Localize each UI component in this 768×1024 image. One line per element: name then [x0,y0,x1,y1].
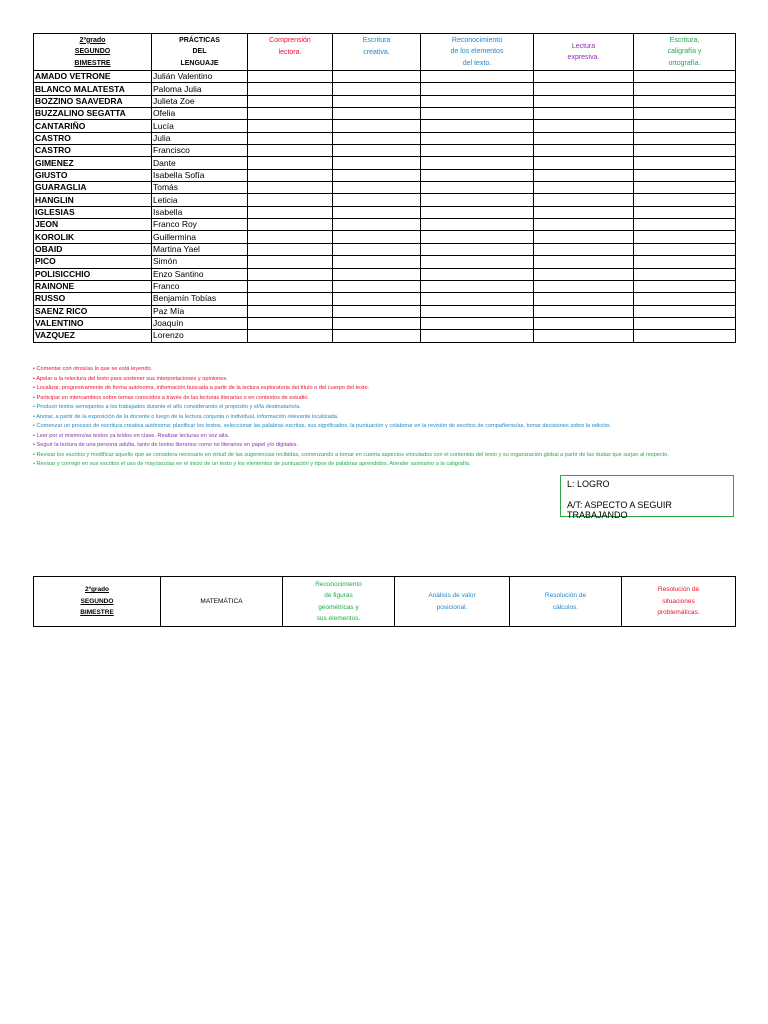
math-criterion-calculos [510,577,622,627]
criterion-line: geométricas y [318,603,359,611]
objective-item: • Producir textos semejantes a los trabajados durante el año considerando el propósito y el/la destinatario/a. [33,404,301,410]
grade-entry-cell[interactable] [248,194,333,206]
criterion-line: problemáticas. [657,609,700,617]
student-row [34,231,736,243]
student-row [34,83,736,95]
grade-entry-cell[interactable] [534,120,634,132]
grade-entry-cell[interactable] [634,120,736,132]
grade-entry-cell[interactable] [534,317,634,329]
grade-entry-cell[interactable] [333,83,421,95]
grade-entry-cell[interactable] [333,305,421,317]
grade-entry-cell[interactable] [248,95,333,107]
grade-entry-cell[interactable] [421,145,534,157]
student-row [34,206,736,218]
student-row [34,108,736,120]
grade-entry-cell[interactable] [248,256,333,268]
student-name: Francisco [152,145,248,157]
grade-entry-cell[interactable] [421,317,534,329]
grade-entry-cell[interactable] [634,169,736,181]
grade-entry-cell[interactable] [534,256,634,268]
lengua-evaluation-table [33,33,736,343]
grade-entry-cell[interactable] [634,268,736,280]
grade-entry-cell[interactable] [333,293,421,305]
student-surname: CASTRO [34,132,152,144]
grade-entry-cell[interactable] [534,206,634,218]
grade-entry-cell[interactable] [634,83,736,95]
grade-entry-cell[interactable] [634,317,736,329]
student-name: Guillermina [152,231,248,243]
grade-line: SEGUNDO [74,48,111,56]
student-surname: BLANCO MALATESTA [34,83,152,95]
matematica-evaluation-table [33,576,736,627]
grade-entry-cell[interactable] [248,317,333,329]
grade-entry-cell[interactable] [634,108,736,120]
criterion-line: Escritura [362,37,391,44]
student-name: Isabella [152,206,248,218]
objective-item: • Localizar, progresivamente de forma autónoma, información buscada a partir de la lectura exploratoria del título o del cuerpo del texto. [33,385,370,391]
math-criterion-problemas [622,577,736,627]
grade-entry-cell[interactable] [333,120,421,132]
grade-entry-cell[interactable] [333,317,421,329]
grade-entry-cell[interactable] [333,108,421,120]
student-row [34,132,736,144]
student-name: Lorenzo [152,330,248,342]
grade-entry-cell[interactable] [421,108,534,120]
grade-entry-cell[interactable] [333,145,421,157]
grade-entry-cell[interactable] [333,71,421,83]
grade-entry-cell[interactable] [534,157,634,169]
grade-entry-cell[interactable] [634,157,736,169]
student-surname: BOZZINO SAAVEDRA [34,95,152,107]
grade-entry-cell[interactable] [534,305,634,317]
student-row [34,157,736,169]
criterion-line: caligrafía y [667,48,702,56]
grade-entry-cell[interactable] [421,95,534,107]
subject-line: DEL [192,48,207,56]
math-criterion-valor-posicional [395,577,510,627]
grade-entry-cell[interactable] [634,219,736,231]
objectives-list [33,365,758,470]
grade-entry-cell[interactable] [634,305,736,317]
grade-entry-cell[interactable] [248,305,333,317]
criterion-line: lectora. [278,48,302,56]
grade-entry-cell[interactable] [534,145,634,157]
grade-entry-cell[interactable] [421,206,534,218]
grade-entry-cell[interactable] [248,145,333,157]
criterion-header-comprension [248,34,333,71]
grade-entry-cell[interactable] [634,206,736,218]
student-surname: SAENZ RICO [34,305,152,317]
objective-item: • Anotar, a partir de la exposición de la docente o luego de la lectura conjunta o individual, información relevante localizada. [33,413,339,420]
student-row [34,145,736,157]
legend-logro: L: LOGRO [567,479,610,489]
grade-entry-cell[interactable] [634,330,736,342]
grade-entry-cell[interactable] [634,182,736,194]
grade-entry-cell[interactable] [634,243,736,255]
grade-entry-cell[interactable] [421,256,534,268]
grade-line: BIMESTRE [80,609,114,617]
grade-entry-cell[interactable] [421,268,534,280]
student-name: Enzo Santino [152,268,248,280]
grade-entry-cell[interactable] [534,268,634,280]
student-name: Julieta Zoe [152,95,248,107]
matematica-header-row [34,577,736,627]
student-surname: JEON [34,219,152,231]
student-name: Martina Yael [152,243,248,255]
grade-entry-cell[interactable] [421,83,534,95]
grade-entry-cell[interactable] [421,231,534,243]
grade-entry-cell[interactable] [534,293,634,305]
grade-entry-cell[interactable] [421,293,534,305]
grade-entry-cell[interactable] [248,280,333,292]
grade-entry-cell[interactable] [333,182,421,194]
grade-entry-cell[interactable] [534,71,634,83]
student-name: Benjamín Tobías [152,293,248,305]
objective-item: • Comenzar un proceso de escritura creativa autónoma: planificar los textos, seleccionar las palabras escritas, sus significados, la puntuación y colaborar en la revisión de escritos de compañeros/as, tomar decisiones sobre la edición. [33,423,612,429]
grade-entry-cell[interactable] [421,182,534,194]
grade-entry-cell[interactable] [421,330,534,342]
grade-entry-cell[interactable] [421,71,534,83]
grade-entry-cell[interactable] [634,71,736,83]
criterion-line: ortografía. [668,59,701,67]
criterion-header-lectura-expresiva [534,34,634,71]
grade-line: 2ºgrado [79,36,106,44]
grade-entry-cell[interactable] [333,157,421,169]
student-name: Lucía [152,120,248,132]
grade-header-cell [34,34,152,71]
student-surname: OBAID [34,243,152,255]
objective-item: • Revisar y corregir en sus escritos el uso de mayúsculas en el inicio de un texto y los elementos de puntuación y tipos de palabras aprendidos. Atender asimismo a la caligrafía. [33,461,471,467]
student-row [34,243,736,255]
subject-line: LENGUAJE [180,59,219,67]
student-surname: BUZZALINO SEGATTA [34,108,152,120]
student-name: Julián Valentino [152,71,248,83]
criterion-line: posicional. [436,603,468,611]
criterion-line: expresiva. [567,54,600,61]
objective-item: • Leer por sí mismos/as textos ya leídos en clase. Realizar lecturas en voz alta. [33,432,230,439]
grade-entry-cell[interactable] [248,157,333,169]
criterion-header-reconocimiento [421,34,534,71]
grade-entry-cell[interactable] [534,132,634,144]
student-surname: IGLESIAS [34,206,152,218]
student-name: Paloma Julia [152,83,248,95]
student-row [34,280,736,292]
criterion-header-escritura-creativa [333,34,421,71]
grade-entry-cell[interactable] [534,108,634,120]
student-row [34,268,736,280]
criterion-line: Análisis de valor [428,592,476,599]
student-name: Julia [152,132,248,144]
grade-entry-cell[interactable] [333,194,421,206]
grade-entry-cell[interactable] [534,243,634,255]
grade-entry-cell[interactable] [534,231,634,243]
grade-entry-cell[interactable] [421,305,534,317]
grade-entry-cell[interactable] [634,194,736,206]
student-row [34,219,736,231]
grade-entry-cell[interactable] [333,243,421,255]
grade-entry-cell[interactable] [634,231,736,243]
student-row [34,169,736,181]
grade-entry-cell[interactable] [248,330,333,342]
objective-item: • Revisar los escritos y modificar aquello que se considera necesario en virtud de las sugerencias recibidas, comenzando a tomar en cuenta aspectos vinculados con el contenido del texto y su organización global a partir de las dudas que surjan al respecto. [33,451,669,458]
grade-entry-cell[interactable] [421,132,534,144]
student-surname: KOROLIK [34,231,152,243]
student-surname: CASTRO [34,145,152,157]
criterion-line: Comprensión [269,37,311,44]
grade-line: BIMESTRE [74,59,111,67]
legend-box [560,475,734,520]
student-row [34,182,736,194]
grade-entry-cell[interactable] [534,95,634,107]
grade-entry-cell[interactable] [534,219,634,231]
math-subject-cell: MATEMÁTICA [161,577,283,627]
grade-entry-cell[interactable] [333,219,421,231]
student-row [34,95,736,107]
criterion-line: sus elementos. [316,615,361,622]
grade-entry-cell[interactable] [248,120,333,132]
grade-entry-cell[interactable] [421,243,534,255]
student-name: Dante [152,157,248,169]
student-surname: GIMENEZ [34,157,152,169]
student-surname: CANTARIÑO [34,120,152,132]
grade-entry-cell[interactable] [248,182,333,194]
student-row [34,71,736,83]
grade-entry-cell[interactable] [333,330,421,342]
criterion-line: Lectura [571,42,596,50]
grade-entry-cell[interactable] [534,194,634,206]
grade-entry-cell[interactable] [248,243,333,255]
grade-entry-cell[interactable] [421,169,534,181]
grade-entry-cell[interactable] [333,169,421,181]
grade-entry-cell[interactable] [634,256,736,268]
criterion-line: de los elementos [450,48,504,56]
grade-entry-cell[interactable] [333,95,421,107]
grade-entry-cell[interactable] [421,194,534,206]
grade-entry-cell[interactable] [333,132,421,144]
criterion-line: situaciones [662,597,695,605]
grade-entry-cell[interactable] [248,108,333,120]
grade-entry-cell[interactable] [421,280,534,292]
grade-entry-cell[interactable] [534,83,634,95]
student-row [34,293,736,305]
student-surname: POLISICCHIO [34,268,152,280]
student-row [34,305,736,317]
grade-entry-cell[interactable] [248,219,333,231]
legend-aspecto: A/T: ASPECTO A SEGUIR TRABAJANDO [567,500,672,520]
grade-entry-cell[interactable] [333,280,421,292]
subject-header-cell [152,34,248,71]
student-row [34,330,736,342]
grade-entry-cell[interactable] [421,120,534,132]
grade-entry-cell[interactable] [634,132,736,144]
objective-item: • Apelar a la relectura del texto para sostener sus interpretaciones y opiniones. [33,375,228,382]
criterion-line: de figuras [324,592,353,599]
grade-entry-cell[interactable] [333,231,421,243]
criterion-line: Reconocimiento [451,36,503,44]
student-surname: PICO [34,256,152,268]
student-surname: HANGLIN [34,194,152,206]
subject-line: PRÁCTICAS [179,36,220,44]
grade-entry-cell[interactable] [248,169,333,181]
grade-entry-cell[interactable] [634,280,736,292]
criterion-line: del texto. [462,59,492,67]
criterion-line: Reconocimiento [315,580,362,588]
grade-entry-cell[interactable] [634,293,736,305]
student-name: Franco [152,280,248,292]
student-row [34,120,736,132]
student-surname: VAZQUEZ [34,330,152,342]
student-row [34,256,736,268]
grade-entry-cell[interactable] [634,145,736,157]
grade-entry-cell[interactable] [421,157,534,169]
student-name: Isabella Sofía [152,169,248,181]
grade-line: SEGUNDO [80,597,114,605]
grade-line: 2ºgrado [84,586,110,594]
math-grade-cell [34,577,161,627]
grade-entry-cell[interactable] [534,169,634,181]
student-surname: VALENTINO [34,317,152,329]
grade-entry-cell[interactable] [248,83,333,95]
student-name: Franco Roy [152,219,248,231]
student-row [34,194,736,206]
grade-entry-cell[interactable] [421,219,534,231]
student-surname: GUARAGLIA [34,182,152,194]
student-name: Joaquín [152,317,248,329]
grade-entry-cell[interactable] [534,280,634,292]
student-row [34,317,736,329]
student-surname: RUSSO [34,293,152,305]
grade-entry-cell[interactable] [248,293,333,305]
student-surname: GIUSTO [34,169,152,181]
student-name: Tomás [152,182,248,194]
grade-entry-cell[interactable] [333,206,421,218]
grade-entry-cell[interactable] [333,256,421,268]
criterion-line: cálculos. [552,603,579,611]
grade-entry-cell[interactable] [534,182,634,194]
criterion-line: Resolución de [657,586,700,594]
student-name: Paz Mía [152,305,248,317]
objective-item: • Participar en intercambios sobre temas conocidos a través de las lecturas literarias o en contextos de estudio. [33,394,309,401]
student-surname: AMADO VETRONE [34,71,152,83]
grade-entry-cell[interactable] [333,268,421,280]
student-name: Simón [152,256,248,268]
math-criterion-geometria [283,577,395,627]
objective-item: • Comentar con otros/as lo que se está leyendo. [33,366,153,372]
student-surname: RAINONE [34,280,152,292]
student-rows [34,71,736,343]
criterion-line: creativa. [363,48,390,56]
grade-entry-cell[interactable] [248,231,333,243]
grade-entry-cell[interactable] [248,268,333,280]
grade-entry-cell[interactable] [634,95,736,107]
criterion-line: Resolución de [544,592,587,599]
student-name: Leticia [152,194,248,206]
lengua-header-row [34,34,736,71]
objective-item: • Seguir la lectura de una persona adulta, tanto de textos literarios como no literarios en papel y/o digitales. [33,442,299,448]
criterion-header-caligrafia [634,34,736,71]
criterion-line: Escritura, [669,36,700,44]
grade-entry-cell[interactable] [534,330,634,342]
grade-entry-cell[interactable] [248,71,333,83]
grade-entry-cell[interactable] [248,206,333,218]
grade-entry-cell[interactable] [248,132,333,144]
student-name: Ofelia [152,108,248,120]
